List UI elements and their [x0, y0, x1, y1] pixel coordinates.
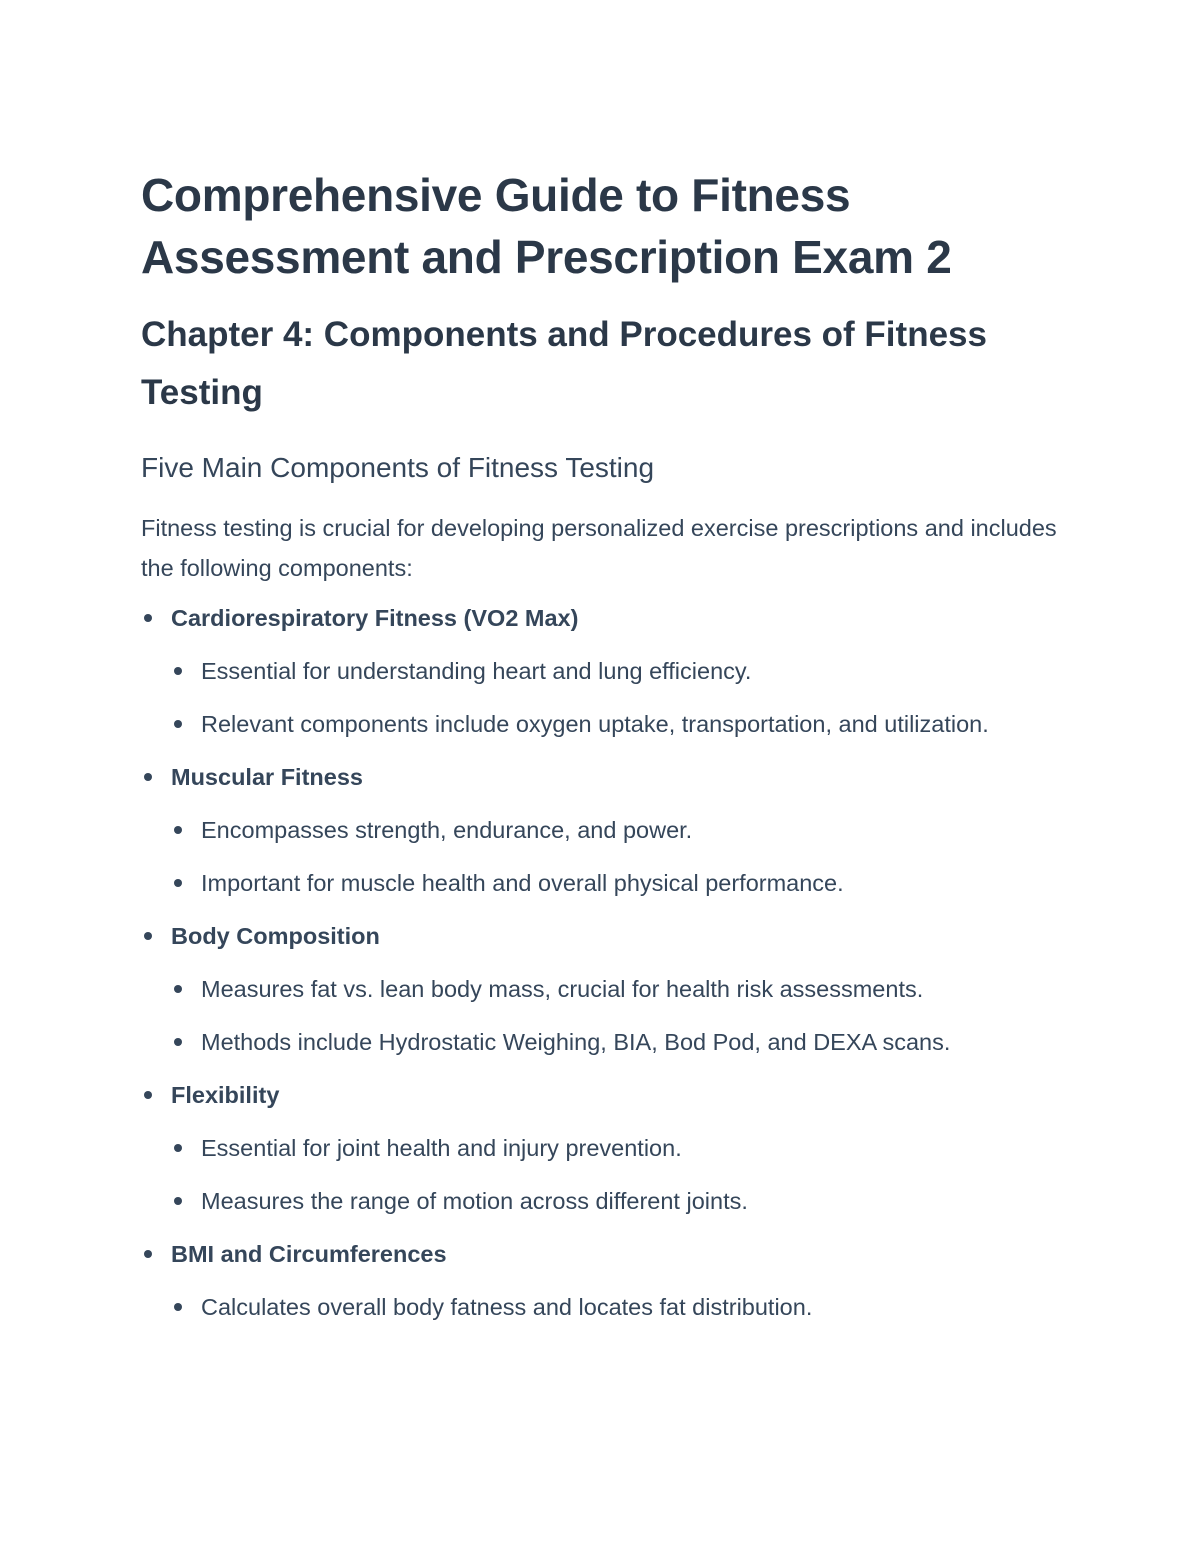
bullet-icon [174, 720, 182, 728]
bullet-icon [144, 1250, 152, 1258]
component-item-body-composition [141, 916, 1081, 1062]
detail-item [171, 1181, 1081, 1221]
component-name: Flexibility [171, 1082, 280, 1108]
bullet-icon [174, 985, 182, 993]
detail-item [171, 1287, 1081, 1327]
detail-text: Essential for joint health and injury prevention. [201, 1135, 682, 1161]
intro-paragraph: Fitness testing is crucial for developing personalized exercise prescriptions and includes the following components: [141, 515, 1057, 581]
bullet-icon [174, 826, 182, 834]
detail-item [171, 969, 1081, 1009]
bullet-icon [174, 1197, 182, 1205]
detail-item [171, 1022, 1081, 1062]
component-details [171, 651, 1081, 744]
bullet-icon [144, 1091, 152, 1099]
section-heading: Five Main Components of Fitness Testing [141, 452, 655, 483]
document-page [141, 164, 1081, 1340]
bullet-icon [174, 1038, 182, 1046]
detail-text: Methods include Hydrostatic Weighing, BIA, Bod Pod, and DEXA scans. [201, 1029, 951, 1055]
bullet-icon [144, 932, 152, 940]
component-item-cardiorespiratory [141, 598, 1081, 744]
detail-text: Relevant components include oxygen uptake, transportation, and utilization. [201, 711, 989, 737]
detail-item [171, 704, 1081, 744]
detail-item [171, 810, 1081, 850]
detail-text: Calculates overall body fatness and locates fat distribution. [201, 1294, 813, 1320]
component-item-muscular [141, 757, 1081, 903]
bullet-icon [144, 614, 152, 622]
bullet-icon [174, 1303, 182, 1311]
component-details [171, 1128, 1081, 1221]
detail-item [171, 863, 1081, 903]
component-item-flexibility [141, 1075, 1081, 1221]
detail-item [171, 1128, 1081, 1168]
detail-text: Measures fat vs. lean body mass, crucial for health risk assessments. [201, 976, 924, 1002]
component-name: Muscular Fitness [171, 764, 363, 790]
component-name: Body Composition [171, 923, 380, 949]
detail-text: Encompasses strength, endurance, and power. [201, 817, 693, 843]
bullet-icon [174, 1144, 182, 1152]
detail-text: Important for muscle health and overall physical performance. [201, 870, 844, 896]
bullet-icon [144, 773, 152, 781]
detail-item [171, 651, 1081, 691]
components-list [141, 598, 1081, 1327]
bullet-icon [174, 667, 182, 675]
detail-text: Measures the range of motion across different joints. [201, 1188, 748, 1214]
component-details [171, 1287, 1081, 1327]
component-item-bmi [141, 1234, 1081, 1327]
document-title: Comprehensive Guide to Fitness Assessment and Prescription Exam 2 [141, 169, 952, 283]
chapter-heading: Chapter 4: Components and Procedures of Fitness Testing [141, 315, 987, 412]
detail-text: Essential for understanding heart and lung efficiency. [201, 658, 752, 684]
component-details [171, 969, 1081, 1062]
component-details [171, 810, 1081, 903]
component-name: BMI and Circumferences [171, 1241, 447, 1267]
bullet-icon [174, 879, 182, 887]
component-name: Cardiorespiratory Fitness (VO2 Max) [171, 605, 579, 631]
